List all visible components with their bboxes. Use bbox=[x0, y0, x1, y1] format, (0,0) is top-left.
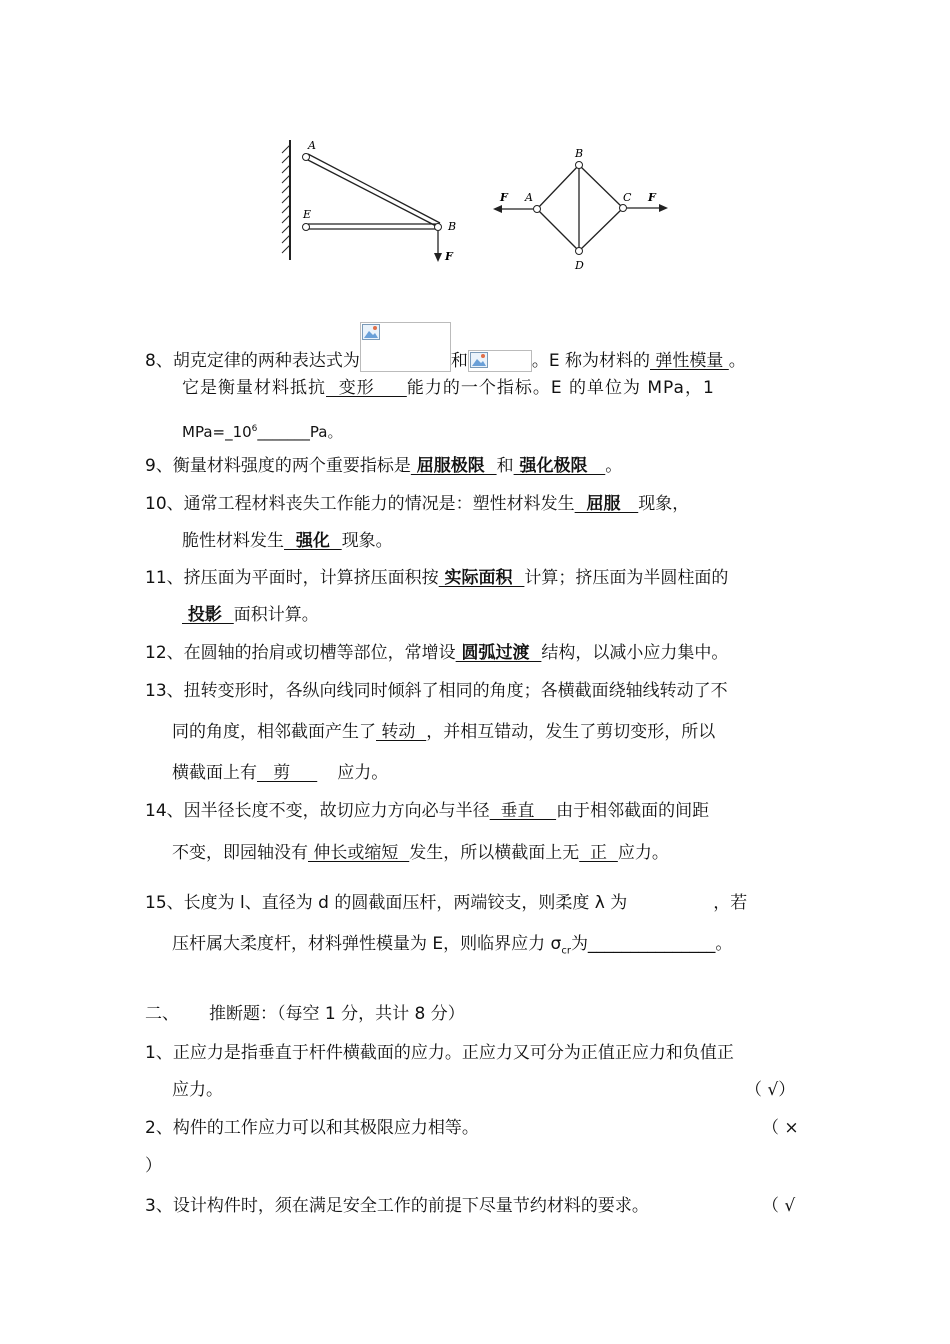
q8-answer-modulus: 弹性模量 bbox=[649, 351, 729, 371]
q13-line3 bbox=[172, 762, 388, 784]
broken-image-icon bbox=[470, 352, 488, 368]
q10-text4: 现象。 bbox=[341, 531, 393, 551]
q8-text4: 能力的一个指标。E 的单位为 MPa，1 bbox=[406, 378, 715, 398]
q14-text2: 由于相邻截面的间距 bbox=[556, 801, 710, 821]
q10-text1: 10、通常工程材料丧失工作能力的情况是：塑性材料发生 bbox=[145, 494, 575, 514]
section2-number: 二、 bbox=[145, 1004, 179, 1024]
j1-text2: 应力。 bbox=[172, 1080, 223, 1100]
q11-text1: 11、挤压面为平面时，计算挤压面积按 bbox=[145, 568, 439, 588]
j1-mark: （ √） bbox=[745, 1080, 796, 1100]
q11-answer-area: 实际面积 bbox=[438, 568, 525, 588]
q12-text2: 结构，以减小应力集中。 bbox=[541, 643, 729, 663]
q8-line3 bbox=[182, 418, 342, 443]
q13-text5: 应力。 bbox=[337, 763, 389, 783]
q14-text5: 应力。 bbox=[617, 843, 669, 863]
label-f-left-force: F bbox=[500, 191, 508, 204]
q13-text2: 同的角度，相邻截面产生了 bbox=[172, 722, 376, 742]
j3-line1 bbox=[145, 1195, 649, 1217]
q15-text3: 压杆属大柔度杆，材料弹性模量为 E，则临界应力 σ bbox=[172, 934, 562, 954]
label-b-left: B bbox=[448, 220, 457, 233]
section2-title: 推断题：（每空 1 分，共计 8 分） bbox=[209, 1004, 465, 1024]
j3-text1: 3、设计构件时，须在满足安全工作的前提下尽量节约材料的要求。 bbox=[145, 1196, 649, 1216]
q15-text1: 15、长度为 l、直径为 d 的圆截面压杆，两端铰支，则柔度 λ 为 bbox=[145, 893, 628, 913]
label-e-left: E bbox=[303, 208, 312, 221]
q9-line bbox=[145, 455, 622, 477]
q13-line2 bbox=[172, 721, 715, 743]
q9-and: 和 bbox=[496, 456, 514, 476]
formula-image-2 bbox=[468, 350, 532, 372]
q8-exponent: 6 bbox=[251, 424, 258, 434]
q10-text2: 现象， bbox=[638, 494, 690, 514]
q15-text2: ，若 bbox=[713, 893, 748, 913]
q15-text4: 为_______________。 bbox=[570, 934, 733, 954]
q11-text2: 计算；挤压面为半圆柱面的 bbox=[524, 568, 729, 588]
label-b-right: B bbox=[575, 147, 584, 160]
q11-line2 bbox=[182, 604, 319, 626]
q14-text1: 14、因半径长度不变，故切应力方向必与半径 bbox=[145, 801, 490, 821]
q12-line bbox=[145, 642, 728, 664]
q13-line1 bbox=[145, 680, 728, 702]
q13-text4: 横截面上有 bbox=[172, 763, 257, 783]
q11-answer-projection: 投影 bbox=[182, 605, 234, 625]
q14-text4: 发生，所以横截面上无 bbox=[409, 843, 580, 863]
j2-close: ） bbox=[145, 1156, 162, 1176]
q9-answer-strength: 强化极限 bbox=[513, 456, 606, 476]
formula-image-1 bbox=[360, 322, 451, 372]
q13-answer-shear: 剪 bbox=[257, 763, 318, 783]
label-a-right: A bbox=[525, 191, 533, 204]
q8-text5: MPa=_10 bbox=[182, 423, 252, 441]
label-a-left: A bbox=[308, 139, 316, 152]
j1-line1 bbox=[145, 1042, 734, 1064]
broken-image-icon bbox=[362, 324, 380, 340]
j1-text1: 1、正应力是指垂直于杆件横截面的应力。正应力又可分为正值正应力和负值正 bbox=[145, 1043, 734, 1063]
q8-text6: _______Pa。 bbox=[257, 423, 343, 441]
q14-text3: 不变，即园轴没有 bbox=[172, 843, 308, 863]
label-f-right-force: F bbox=[648, 191, 656, 204]
q10-line1 bbox=[145, 493, 689, 515]
q9-text1: 9、衡量材料强度的两个重要指标是 bbox=[145, 456, 411, 476]
q8-line1 bbox=[145, 322, 746, 372]
q8-text3: 它是衡量材料抵抗 bbox=[182, 378, 326, 398]
j3-mark: （ √ bbox=[762, 1196, 796, 1216]
q12-text1: 12、在圆轴的抬肩或切槽等部位，常增设 bbox=[145, 643, 456, 663]
q8-line2 bbox=[182, 377, 715, 399]
j1-line2 bbox=[172, 1079, 223, 1101]
q10-line2 bbox=[182, 530, 393, 552]
truss-figure-left bbox=[270, 135, 470, 265]
q11-line1 bbox=[145, 567, 728, 589]
section2-heading bbox=[145, 1003, 465, 1025]
q8-text2: 。E 称为材料的 bbox=[531, 351, 650, 371]
j2-line1 bbox=[145, 1117, 479, 1139]
q12-answer-fillet: 圆弧过渡 bbox=[455, 643, 542, 663]
q15-subscript: cr bbox=[561, 945, 571, 957]
q14-line2 bbox=[172, 842, 669, 864]
q8-text1: 8、胡克定律的两种表达式为 bbox=[145, 351, 360, 371]
q8-end: 。 bbox=[728, 351, 746, 371]
q8-answer-deformation: 变形 bbox=[326, 378, 407, 398]
truss-figure-right bbox=[490, 145, 680, 275]
q10-text3: 脆性材料发生 bbox=[182, 531, 284, 551]
q11-text3: 面积计算。 bbox=[233, 605, 319, 625]
q14-line1 bbox=[145, 800, 709, 822]
q15-line1 bbox=[145, 892, 747, 914]
j2-text1: 2、构件的工作应力可以和其极限应力相等。 bbox=[145, 1118, 479, 1138]
q9-answer-yield: 屈服极限 bbox=[410, 456, 497, 476]
q10-answer-yield: 屈服 bbox=[574, 494, 639, 514]
q13-text3: ，并相互错动，发生了剪切变形，所以 bbox=[426, 722, 716, 742]
q14-answer-normal: 正 bbox=[579, 843, 618, 863]
label-c-right: C bbox=[623, 191, 632, 204]
q15-line2 bbox=[172, 933, 732, 962]
q13-text1: 13、扭转变形时，各纵向线同时倾斜了相同的角度；各横截面绕轴线转动了不 bbox=[145, 681, 728, 701]
j2-mark: （ × bbox=[762, 1118, 799, 1138]
label-f-left: F bbox=[445, 250, 453, 263]
label-d-right: D bbox=[575, 259, 584, 272]
q14-answer-perpendicular: 垂直 bbox=[489, 801, 557, 821]
q8-and: 和 bbox=[450, 351, 468, 371]
q9-end: 。 bbox=[605, 456, 623, 476]
q14-answer-elongation: 伸长或缩短 bbox=[308, 843, 410, 863]
q10-answer-harden: 强化 bbox=[284, 531, 342, 551]
q13-answer-rotation: 转动 bbox=[376, 722, 427, 742]
